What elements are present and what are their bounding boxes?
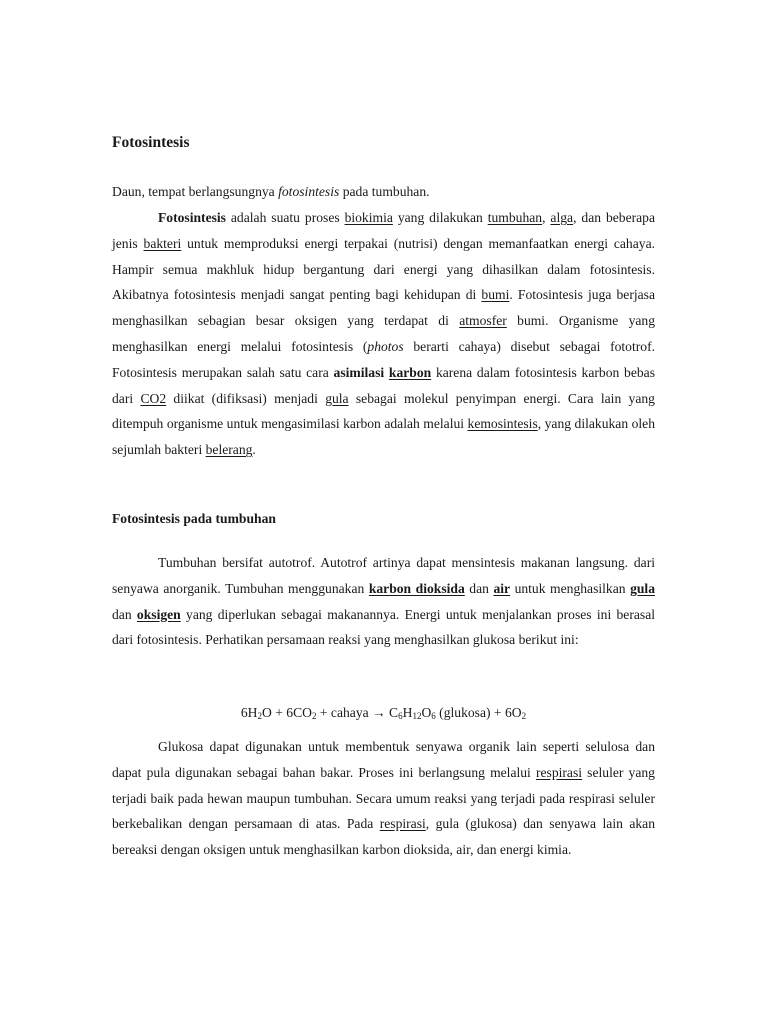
- link-biokimia[interactable]: biokimia: [344, 210, 393, 225]
- eq-subscript: 2: [311, 711, 317, 721]
- eq-subscript: 2: [257, 711, 262, 721]
- term-asimilasi: asimilasi: [333, 364, 385, 380]
- text-run: bumi. Organisme yang menghasilkan energi melalui fotosintesis (: [112, 313, 655, 354]
- link-gula-bold[interactable]: gula: [630, 580, 656, 596]
- term-photos: photos: [367, 338, 404, 354]
- link-tumbuhan[interactable]: tumbuhan: [487, 210, 543, 225]
- caption-text-end: pada tumbuhan.: [339, 184, 430, 199]
- link-bumi[interactable]: bumi: [481, 287, 510, 303]
- eq-part: + cahaya → C: [316, 705, 399, 720]
- text-run: . Fotosintesis juga berjasa menghasilkan sebagian besar oksigen yang terdapat di: [112, 287, 655, 329]
- eq-part: O: [421, 705, 432, 720]
- link-belerang[interactable]: belerang: [205, 442, 253, 458]
- term-fotosintesis: Fotosintesis: [158, 210, 226, 225]
- link-air[interactable]: air: [493, 580, 511, 596]
- caption-italic: fotosintesis: [278, 184, 340, 199]
- text-run: sebagai molekul penyimpan energi. Cara lain yang ditempuh organisme untuk mengasimilasi karbon adalah melalui: [112, 390, 655, 432]
- text-run: Glukosa dapat digunakan untuk membentuk senyawa organik lain seperti selulosa dan dapat pula digunakan sebagai bahan bakar. Proses ini berlangsung melalui: [112, 739, 655, 780]
- text-run: dan: [112, 606, 137, 622]
- text-run: yang dilakukan: [392, 210, 488, 225]
- eq-part: O + 6CO: [262, 705, 312, 720]
- link-oksigen[interactable]: oksigen: [136, 606, 181, 622]
- link-atmosfer[interactable]: atmosfer: [459, 313, 507, 329]
- text-run: untuk menghasilkan: [510, 580, 631, 596]
- eq-subscript: 2: [521, 711, 527, 721]
- link-karbon-dioksida[interactable]: karbon dioksida: [368, 580, 465, 596]
- section-heading: Fotosintesis pada tumbuhan: [112, 511, 276, 526]
- text-run: diikat (difiksasi) menjadi: [166, 390, 326, 406]
- link-co2[interactable]: CO2: [140, 390, 167, 406]
- text-run: dan: [464, 580, 494, 596]
- text-run: karena dalam fotosintesis karbon bebas dari: [112, 364, 655, 406]
- glukosa-paragraph: [112, 734, 655, 863]
- text-run: berarti cahaya) disebut sebagai fototrof. Fotosintesis merupakan salah satu cara: [112, 338, 656, 380]
- link-alga[interactable]: alga: [550, 210, 574, 225]
- eq-subscript: 6: [398, 711, 403, 721]
- link-gula[interactable]: gula: [325, 390, 349, 406]
- text-run: ,: [542, 210, 551, 225]
- eq-part: (glukosa) + 6O: [435, 705, 522, 720]
- text-run: untuk memproduksi energi terpakai (nutrisi) dengan memanfaatkan energi cahaya. Hampir semua makhluk hidup bergantung dari energi yang dihasilkan dalam fotosintesis. Akibatnya fotosintesis menjadi sangat penting bagi kehidupan di: [112, 235, 655, 303]
- link-respirasi-2[interactable]: respirasi: [379, 816, 426, 832]
- autotrof-paragraph: [112, 550, 655, 653]
- text-run: , yang dilakukan oleh sejumlah bakteri: [112, 416, 655, 458]
- link-bakteri[interactable]: bakteri: [143, 235, 182, 251]
- eq-subscript: 6: [431, 711, 436, 721]
- link-kemosintesis[interactable]: kemosintesis: [467, 416, 538, 432]
- text-run: Tumbuhan bersifat autotrof. Autotrof artinya dapat mensintesis makanan langsung. dari senyawa anorganik. Tumbuhan menggunakan: [112, 555, 655, 596]
- text-run: , gula (glukosa) dan senyawa lain akan bereaksi dengan oksigen untuk menghasilkan karbon dioksida, air, dan energi kimia.: [112, 816, 656, 858]
- image-caption: [112, 179, 655, 205]
- intro-paragraph: [112, 205, 655, 463]
- chemical-equation: [112, 700, 655, 726]
- link-karbon[interactable]: karbon: [388, 364, 432, 380]
- text-run: seluler yang terjadi baik pada hewan maupun tumbuhan. Secara umum reaksi yang terjadi pada respirasi seluler berkebalikan dengan persamaan di atas. Pada: [112, 764, 655, 832]
- eq-part: 6H: [240, 705, 258, 720]
- eq-subscript: 12: [412, 711, 422, 721]
- caption-text: Daun, tempat berlangsungnya: [112, 184, 279, 199]
- text-run: adalah suatu proses: [225, 210, 345, 225]
- text-run: .: [252, 442, 256, 458]
- eq-part: H: [402, 705, 413, 720]
- link-respirasi[interactable]: respirasi: [535, 764, 583, 780]
- page-title: Fotosintesis: [112, 134, 190, 151]
- text-run: yang diperlukan sebagai makanannya. Energi untuk menjalankan proses ini berasal dari fotosintesis. Perhatikan persamaan reaksi yang menghasilkan glukosa berikut ini:: [112, 606, 655, 648]
- text-run: , dan beberapa jenis: [112, 210, 656, 251]
